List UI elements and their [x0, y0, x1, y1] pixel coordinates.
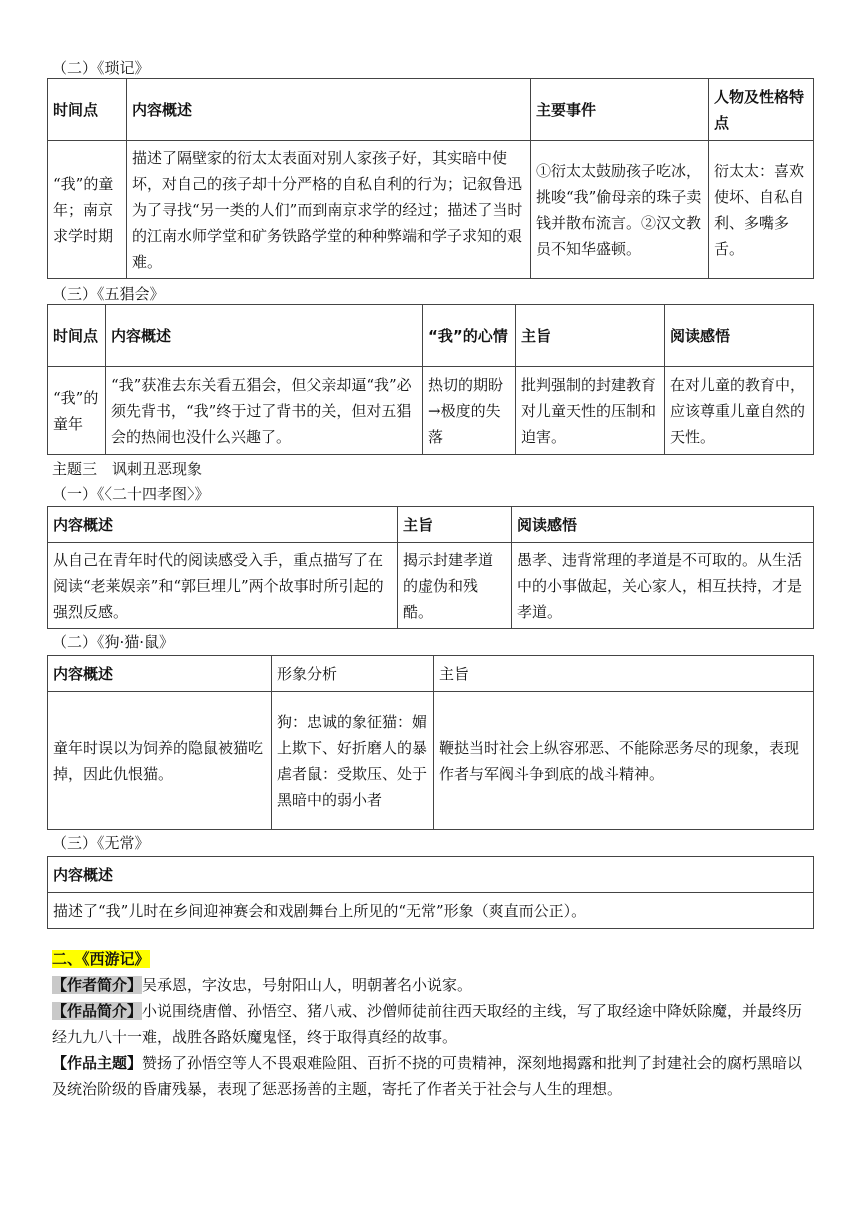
header-image-analysis: 形象分析: [272, 656, 434, 692]
section-title-ershisixiaotu: （一）《〈二十四孝图〉》: [52, 485, 210, 503]
cell-content: 描述了“我”儿时在乡间迎神赛会和戏剧舞台上所见的“无常”形象（爽直而公正）。: [48, 893, 814, 929]
theme-text: 赞扬了孙悟空等人不畏艰难险阻、百折不挠的可贵精神，深刻地揭露和批判了封建社会的腐朽黑暗以及统治阶级的昏庸残暴，表现了惩恶扬善的主题，寄托了作者关于社会与人生的理想。: [52, 1054, 803, 1098]
work-theme: [52, 1050, 812, 1102]
header-content: 内容概述: [106, 305, 423, 367]
author-intro: [52, 972, 812, 998]
theme-heading: 主题三 讽刺丑恶现象: [52, 460, 203, 478]
cell-content: “我”获准去东关看五猖会，但父亲却逼“我”必须先背书，“我”终于过了背书的关，但对五猖会的热闹也没什么兴趣了。: [106, 367, 423, 455]
author-text: 吴承恩，字汝忠，号射阳山人，明朝著名小说家。: [142, 976, 473, 994]
table-goumaoshu: [47, 655, 814, 830]
author-tag: 【作者简介】: [52, 976, 143, 994]
header-insight: 阅读感悟: [512, 507, 814, 543]
header-time: 时间点: [48, 305, 106, 367]
header-characters: 人物及性格特点: [709, 79, 814, 141]
header-insight: 阅读感悟: [665, 305, 814, 367]
work-text: 小说围绕唐僧、孙悟空、猪八戒、沙僧师徒前往西天取经的主线，写了取经途中降妖除魔，并最终历经九九八十一难，战胜各路妖魔鬼怪，终于取得真经的故事。: [52, 1002, 803, 1046]
xiyouji-heading: 二、《西游记》: [52, 950, 150, 968]
header-theme: 主旨: [516, 305, 665, 367]
table-wuchanghui: [47, 304, 814, 455]
cell-theme: 鞭挞当时社会上纵容邪恶、不能除恶务尽的现象，表现作者与军阀斗争到底的战斗精神。: [434, 692, 814, 830]
table-wuchang: [47, 856, 814, 929]
section-title-goumaoshu: （二）《狗·猫·鼠》: [52, 633, 175, 651]
cell-characters: 衍太太：喜欢使坏、自私自利、多嘴多舌。: [709, 141, 814, 279]
cell-mood: 热切的期盼→极度的失落: [423, 367, 516, 455]
xiyouji-heading-line: [52, 946, 812, 972]
cell-image-analysis: 狗：忠诚的象征猫：媚上欺下、好折磨人的暴虐者鼠：受欺压、处于黑暗中的弱小者: [272, 692, 434, 830]
header-theme: 主旨: [434, 656, 814, 692]
table-ershisixiaotu: [47, 506, 814, 629]
cell-insight: 愚孝、违背常理的孝道是不可取的。从生活中的小事做起，关心家人，相互扶持，才是孝道。: [512, 543, 814, 629]
header-content: 内容概述: [48, 507, 398, 543]
header-events: 主要事件: [531, 79, 709, 141]
cell-events: ①衍太太鼓励孩子吃冰，挑唆“我”偷母亲的珠子卖钱并散布流言。②汉文教员不知华盛顿。: [531, 141, 709, 279]
section-title-wuchanghui: （三）《五猖会》: [52, 285, 165, 303]
table-suoji: [47, 78, 814, 279]
header-time: 时间点: [48, 79, 127, 141]
work-intro: [52, 998, 812, 1050]
cell-insight: 在对儿童的教育中，应该尊重儿童自然的天性。: [665, 367, 814, 455]
cell-content: 描述了隔壁家的衍太太表面对别人家孩子好，其实暗中使坏，对自己的孩子却十分严格的自私自利的行为；记叙鲁迅为了寻找“另一类的人们”而到南京求学的经过；描述了当时的江南水师学堂和矿务铁路学堂的种种弊端和学子求知的艰难。: [127, 141, 531, 279]
cell-content: 从自己在青年时代的阅读感受入手，重点描写了在阅读“老莱娱亲”和“郭巨埋儿”两个故事时所引起的强烈反感。: [48, 543, 398, 629]
header-content: 内容概述: [48, 656, 272, 692]
cell-time: “我”的童年: [48, 367, 106, 455]
cell-theme: 批判强制的封建教育对儿童天性的压制和迫害。: [516, 367, 665, 455]
header-content: 内容概述: [127, 79, 531, 141]
header-content: 内容概述: [48, 857, 814, 893]
section-title-suoji: （二）《琐记》: [52, 59, 150, 77]
section-title-wuchang: （三）《无常》: [52, 834, 150, 852]
work-tag: 【作品简介】: [52, 1002, 143, 1020]
cell-theme: 揭示封建孝道的虚伪和残酷。: [398, 543, 512, 629]
theme-tag: 【作品主题】: [52, 1054, 143, 1072]
header-theme: 主旨: [398, 507, 512, 543]
cell-time: “我”的童年；南京求学时期: [48, 141, 127, 279]
header-mood: “我”的心情: [423, 305, 516, 367]
cell-content: 童年时误以为饲养的隐鼠被猫吃掉，因此仇恨猫。: [48, 692, 272, 830]
